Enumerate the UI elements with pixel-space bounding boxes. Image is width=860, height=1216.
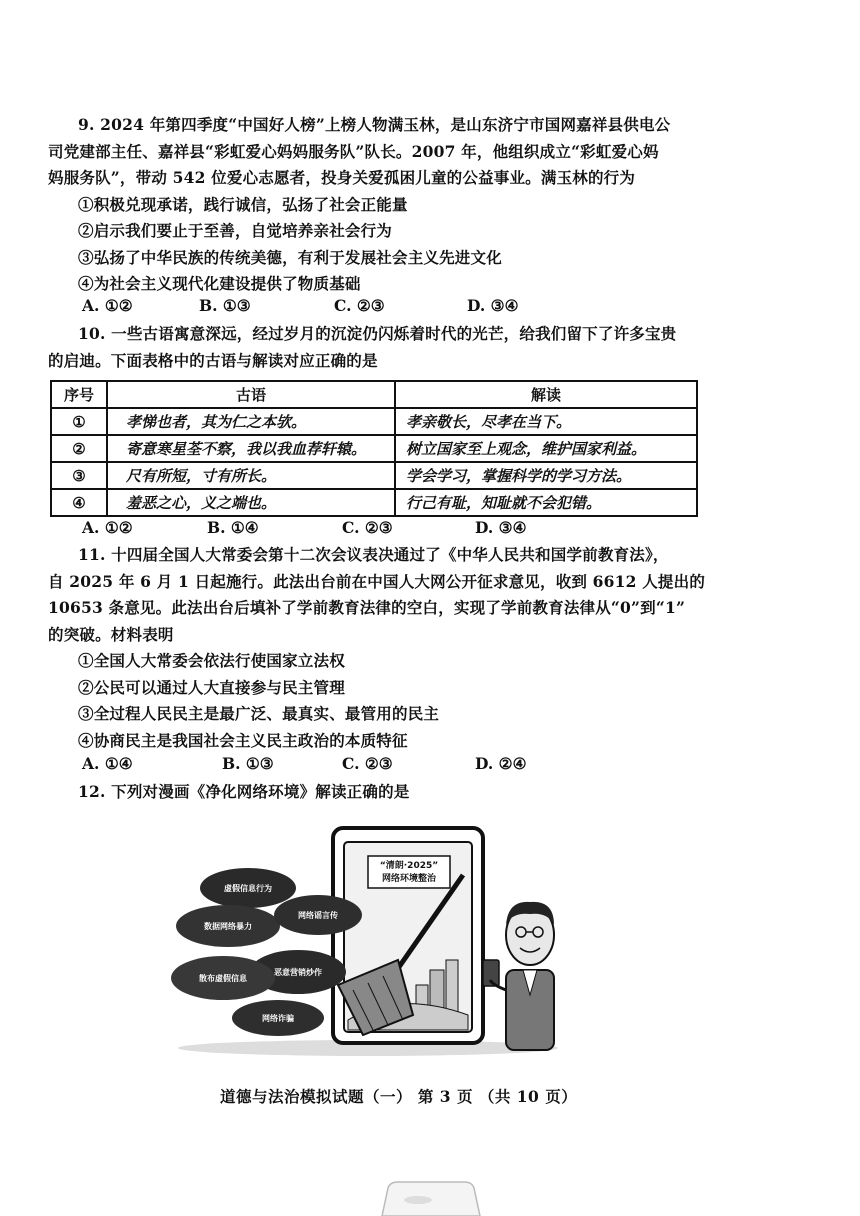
phone-banner-line-2: 网络环境整治 — [381, 874, 437, 884]
q9-option-b[interactable]: B. ①③ — [199, 296, 251, 315]
q11-stem-line: 10653 条意见。此法出台后填补了学前教育法律的空白，实现了学前教育法律从“0”到“1” — [48, 598, 686, 617]
page-footer: 道德与法治模拟试题（一） 第 3 页 （共 10 页） — [220, 1087, 578, 1106]
interpretation: 孝亲敬长，尽孝在当下。 — [395, 408, 697, 435]
ancient-saying: 尺有所短，寸有所长。 — [107, 462, 395, 489]
ancient-saying: 寄意寒星荃不察，我以我血荐轩辕。 — [107, 435, 395, 462]
q10-table — [50, 380, 698, 517]
question-12 — [48, 779, 808, 806]
q9-options — [82, 296, 782, 320]
q9-statement: ④为社会主义现代化建设提供了物质基础 — [78, 274, 361, 293]
q11-statement: ④协商民主是我国社会主义民主政治的本质特征 — [78, 730, 408, 750]
interpretation: 行己有耻，知耻就不会犯错。 — [395, 489, 697, 516]
q10-options — [82, 518, 782, 542]
q11-stem-line: 11. 十四届全国人大常委会第十二次会议表决通过了《中华人民共和国学前教育法》， — [78, 545, 669, 564]
dark-cloud — [171, 956, 275, 1000]
q9-statement: ③弘扬了中华民族的传统美德，有利于发展社会主义先进文化 — [78, 247, 502, 267]
q9-stem-line: 司党建部主任、嘉祥县“彩虹爱心妈妈服务队”队长。2007 年，他组织成立“彩虹爱心妈 — [48, 141, 659, 161]
q11-statement: ③全过程人民民主是最广泛、最真实、最管用的民主 — [78, 704, 440, 723]
q11-stem-line: 自 2025 年 6 月 1 日起施行。此法出台前在中国人大网公开征求意见，收到 6612 人提出的 — [48, 571, 706, 591]
table-header-interpretation: 解读 — [395, 381, 697, 408]
q9-option-d[interactable]: D. ③④ — [467, 296, 519, 315]
q9-statement: ②启示我们要止于至善，自觉培养亲社会行为 — [78, 221, 393, 240]
q9-option-c[interactable]: C. ②③ — [334, 296, 385, 315]
interpretation: 学会学习，掌握科学的学习方法。 — [395, 462, 697, 489]
q11-option-c[interactable]: C. ②③ — [342, 754, 393, 773]
question-9 — [48, 112, 808, 298]
table-header-row — [51, 381, 697, 408]
q10-option-a[interactable]: A. ①② — [82, 518, 133, 537]
row-number: ① — [51, 408, 107, 435]
q11-option-a[interactable]: A. ①④ — [82, 754, 133, 773]
table-header-number: 序号 — [51, 381, 107, 408]
q11-statement: ①全国人大常委会依法行使国家立法权 — [78, 651, 345, 670]
q11-options — [82, 754, 782, 778]
ancient-saying: 孝悌也者，其为仁之本欤。 — [107, 408, 395, 435]
cloud-label: 网络谣言传 — [298, 911, 338, 920]
q10-option-d[interactable]: D. ③④ — [475, 518, 527, 537]
dark-cloud — [274, 895, 362, 935]
dark-cloud — [176, 905, 280, 947]
cloud-label: 数据网络暴力 — [204, 922, 252, 931]
question-11 — [48, 542, 808, 754]
dark-cloud — [232, 1000, 324, 1036]
q9-stem-line: 妈服务队”，带动 542 位爱心志愿者，投身关爱孤困儿童的公益事业。满玉林的行为 — [48, 168, 636, 187]
cloud-label: 虚假信息行为 — [224, 884, 272, 893]
table-header-ancient-saying: 古语 — [107, 381, 395, 408]
table-row — [51, 489, 697, 516]
dark-cloud — [200, 868, 296, 908]
q11-stem-line: 的突破。材料表明 — [48, 624, 174, 644]
q10-option-c[interactable]: C. ②③ — [342, 518, 393, 537]
q9-stem-line: 9. 2024 年第四季度“中国好人榜”上榜人物满玉林，是山东济宁市国网嘉祥县供电公 — [78, 115, 671, 134]
table-row — [51, 435, 697, 462]
table-row — [51, 408, 697, 435]
q11-option-d[interactable]: D. ②④ — [475, 754, 527, 773]
q9-statement: ①积极兑现承诺，践行诚信，弘扬了社会正能量 — [78, 194, 408, 214]
q9-option-a[interactable]: A. ①② — [82, 296, 133, 315]
ancient-saying: 羞恶之心，义之端也。 — [107, 489, 395, 516]
row-number: ② — [51, 435, 107, 462]
scan-edge-tab — [378, 1180, 484, 1216]
cloud-label: 散布虚假信息 — [199, 974, 247, 983]
cloud-label: 恶意营销炒作 — [274, 968, 322, 977]
q10-stem-line: 的启迪。下面表格中的古语与解读对应正确的是 — [48, 350, 378, 370]
q12-stem-line: 12. 下列对漫画《净化网络环境》解读正确的是 — [78, 782, 410, 801]
question-10 — [48, 321, 808, 374]
row-number: ③ — [51, 462, 107, 489]
interpretation: 树立国家至上观念，维护国家利益。 — [395, 435, 697, 462]
q10-stem-line: 10. 一些古语寓意深远，经过岁月的沉淀仍闪烁着时代的光芒，给我们留下了许多宝贵 — [78, 324, 677, 343]
table-row — [51, 462, 697, 489]
q10-option-b[interactable]: B. ①④ — [207, 518, 259, 537]
q11-statement: ②公民可以通过人大直接参与民主管理 — [78, 677, 345, 697]
q11-option-b[interactable]: B. ①③ — [222, 754, 274, 773]
row-number: ④ — [51, 489, 107, 516]
man-figure-icon — [483, 902, 554, 1050]
cloud-label: 网络诈骗 — [262, 1014, 294, 1023]
phone-banner-line-1: “清朗·2025” — [379, 861, 439, 871]
cartoon-illustration — [168, 820, 568, 1060]
